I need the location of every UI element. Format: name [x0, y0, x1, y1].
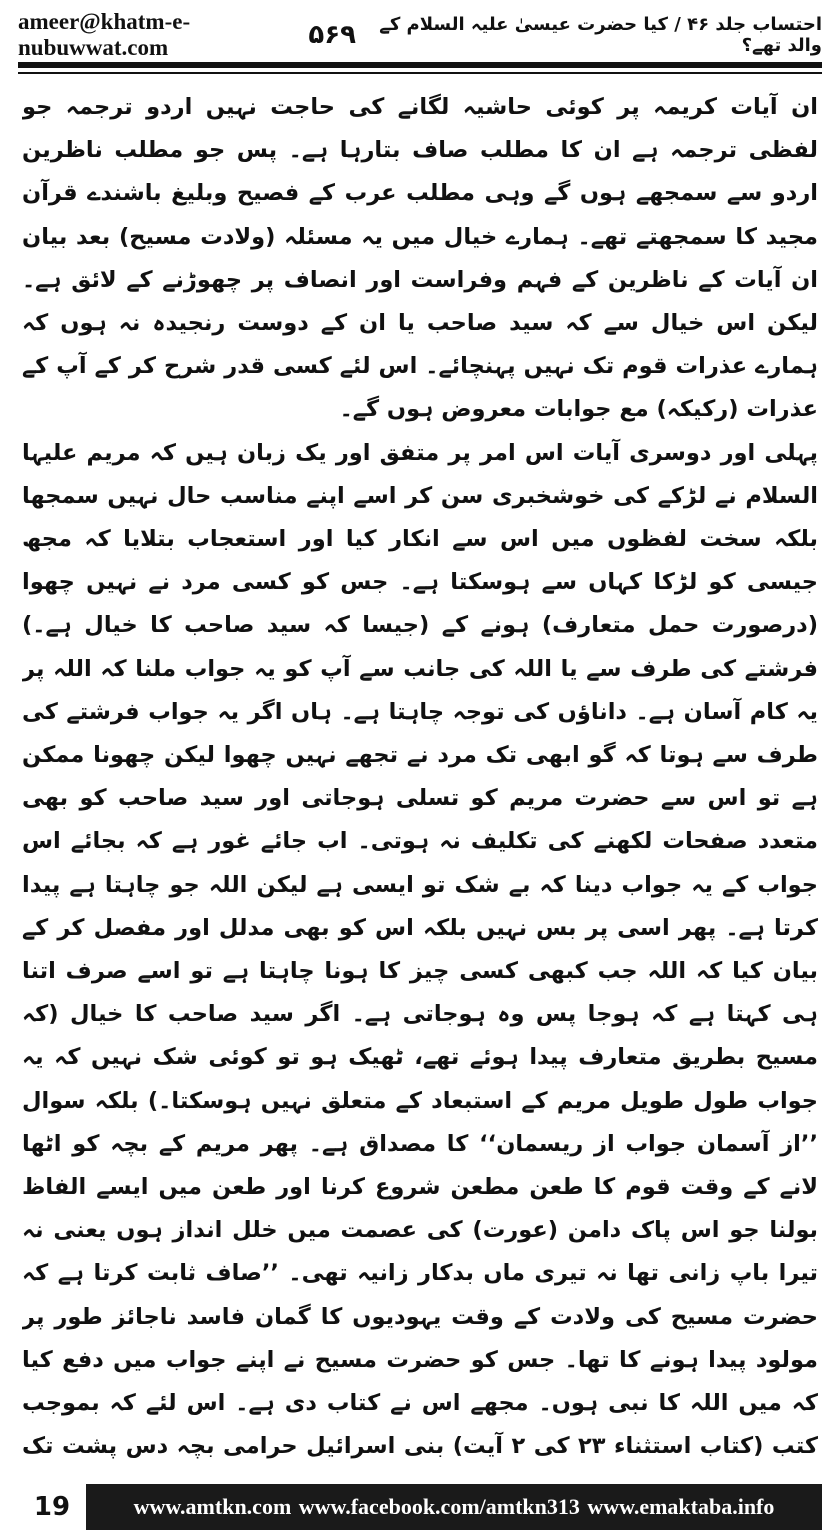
paragraph-2: پہلی اور دوسری آیات اس امر پر متفق اور یک زبان ہیں کہ مریم علیہا السلام نے لڑکے کی خوشخبری سن کر اسے اپنے مناسب حال نہیں سمجھا بلکہ سخت لفظوں میں اس سے انکار کیا اور استعجاب بتلایا کہ مجھ جیسی کو لڑکا کہاں سے ہوسکتا ہے۔ جس کو کسی مرد نے نہیں چھوا (درصورت حمل متعارف) ہونے کے (جیسا کہ سید صاحب کا خیال ہے۔) فرشتے کی طرف سے یا اللہ کی جانب سے آپ کو یہ جواب ملنا کہ اللہ پر یہ کام آسان ہے۔ داناؤں کی توجہ چاہتا ہے۔ ہاں اگر یہ جواب فرشتے کی طرف سے ہوتا کہ گو ابھی تک مرد نے تجھے نہیں چھوا لیکن چھونا ممکن ہے تو اس سے حضرت مریم کو تسلی ہوجاتی اور سید صاحب کو بھی متعدد صفحات لکھنے کی تکلیف نہ ہوتی۔ اب جائے غور ہے کہ بجائے اس جواب کے یہ جواب دینا کہ بے شک تو ایسی ہے لیکن اللہ جو چاہتا ہے پیدا کرتا ہے۔ پھر اسی پر بس نہیں بلکہ اس کو بھی مدلل اور مفصل کر کے بیان کیا کہ اللہ جب کبھی کسی چیز کا ہونا چاہتا ہے تو اسے صرف اتنا ہی کہتا ہے کہ ہوجا پس وہ ہوجاتی ہے۔ اگر سید صاحب کا خیال (کہ مسیح بطریق متعارف پیدا ہوئے تھے، ٹھیک ہو تو کوئی شک نہیں کہ یہ جواب طول طویل مریم کے استبعاد کے متعلق نہیں ہوسکتا۔) بلکہ سوال ’’از آسمان جواب از ریسمان‘‘ کا مصداق ہے۔ پھر مریم کے بچہ کو اٹھا لانے کے وقت قوم کا طعن مطعن شروع کرنا اور طعن میں ایسے الفاظ بولنا جو اس پاک دامن (عورت) کی عصمت میں خلل انداز ہوں یعنی نہ تیرا باپ زانی تھا نہ تیری ماں بدکار زانیہ تھی۔ ’’صاف ثابت کرتا ہے کہ حضرت مسیح کی ولادت کے وقت یہودیوں کا گمان فاسد ناجائز طور پر مولود پیدا ہونے کا تھا۔ جس کو حضرت مسیح نے اپنے جواب میں دفع کیا کہ میں اللہ کا نبی ہوں۔ مجھے اس نے کتاب دی ہے۔ اس لئے کہ بموجب کتب (کتاب استثناء ۲۳ کی ۲ آیت) بنی اسرائیل حرامی بچہ دس پشت تک	[22, 439, 818, 1460]
paragraph-1: ان آیات کریمہ پر کوئی حاشیہ لگانے کی حاجت نہیں اردو ترجمہ جو لفظی ترجمہ ہے ان کا مطلب صاف بتارہا ہے۔ پس جو مطلب ناظرین اردو سے سمجھے ہوں گے وہی مطلب عرب کے فصیح وبلیغ باشندے قرآن مجید کا سمجھتے تھے۔ ہمارے خیال میں یہ مسئلہ (ولادت مسیح) بعد بیان ان آیات کے ناظرین کے فہم وفراست اور انصاف پر چھوڑنے کے لائق ہے۔ لیکن اس خیال سے کہ سید صاحب یا ان کے دوست رنجیدہ نہ ہوں کہ ہمارے عذرات قوم تک نہیں پہنچائے۔ اس لئے کسی قدر شرح کر کے آپ کے عذرات (رکیکہ) مع جوابات معروض ہوں گے۔	[22, 94, 818, 423]
page-footer	[18, 1484, 822, 1530]
header-rule-thick	[18, 62, 822, 68]
header-left	[18, 9, 356, 61]
body-text	[22, 86, 818, 1468]
page-header	[18, 10, 822, 60]
running-title: احتساب جلد ۴۶ / کیا حضرت عیسیٰ علیہ السلام کے والد تھے؟	[379, 14, 822, 56]
footer-links[interactable]: www.amtkn.com www.facebook.com/amtkn313 www.emaktaba.info	[86, 1484, 822, 1530]
footer-page-number: 19	[33, 1492, 71, 1522]
header-email[interactable]: ameer@khatm-e-nubuwwat.com	[18, 9, 191, 60]
header-page-number: ۵۶۹	[308, 20, 356, 50]
header-rule-thin	[18, 72, 822, 74]
